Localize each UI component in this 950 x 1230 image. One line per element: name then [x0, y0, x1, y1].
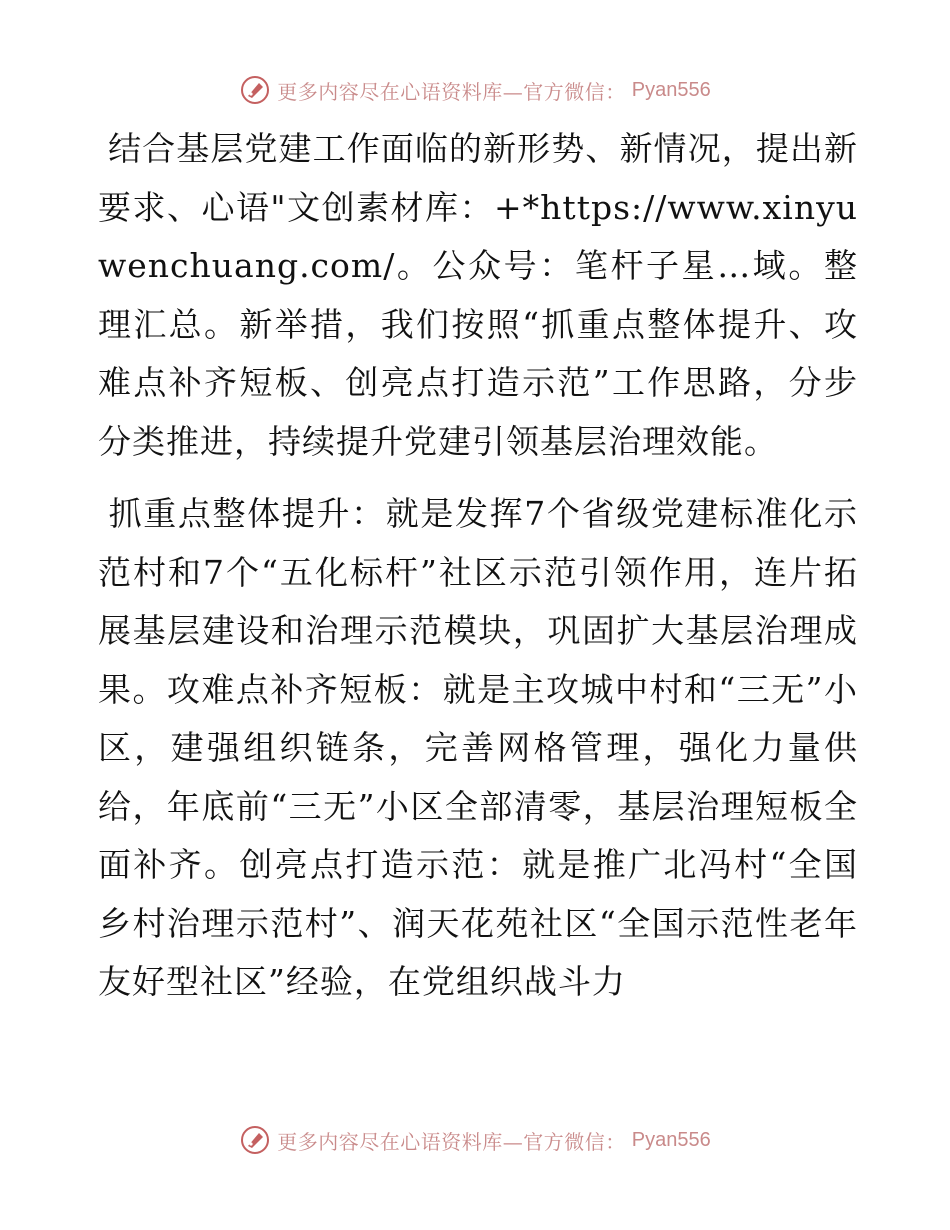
pen-nib-logo-icon — [239, 74, 271, 106]
paragraph-1 — [98, 120, 858, 471]
watermark-text: 更多内容尽在心语资料库—官方微信： — [277, 79, 626, 104]
pen-nib-logo-icon — [239, 1124, 271, 1156]
watermark-id: Pyan556 — [631, 1128, 711, 1151]
paragraph-2-text: 抓重点整体提升：就是发挥7个省级党建标准化示范村和7个“五化标杆”社区示范引领作用，连片拓展基层建设和治理示范模块，巩固扩大基层治理成果。攻难点补齐短板：就是主攻城中村和“三无”小区，建强组织链条，完善网格管理，强化力量供给，年底前“三无”小区全部清零，基层治理短板全面补齐。创亮点打造示范：就是推广北冯村“全国乡村治理示范村”、润天花苑社区“全国示范性老年友好型社区”经验，在党组织战斗力 — [98, 494, 858, 1001]
paragraph-2 — [98, 485, 858, 1012]
watermark-id: Pyan556 — [631, 78, 711, 101]
watermark-footer — [0, 1120, 950, 1160]
watermark-text: 更多内容尽在心语资料库—官方微信： — [277, 1129, 626, 1154]
document-body — [98, 120, 858, 1026]
paragraph-1-text: 结合基层党建工作面临的新形势、新情况，提出新要求、心语"文创素材库：+*https://www.xinyuwenchuang.com/。公众号：笔杆子星…域。整理汇总。新举措，我们按照“抓重点整体提升、攻难点补齐短板、创亮点打造示范”工作思路，分步分类推进，持续提升党建引领基层治理效能。 — [98, 129, 858, 461]
watermark-header — [0, 70, 950, 110]
